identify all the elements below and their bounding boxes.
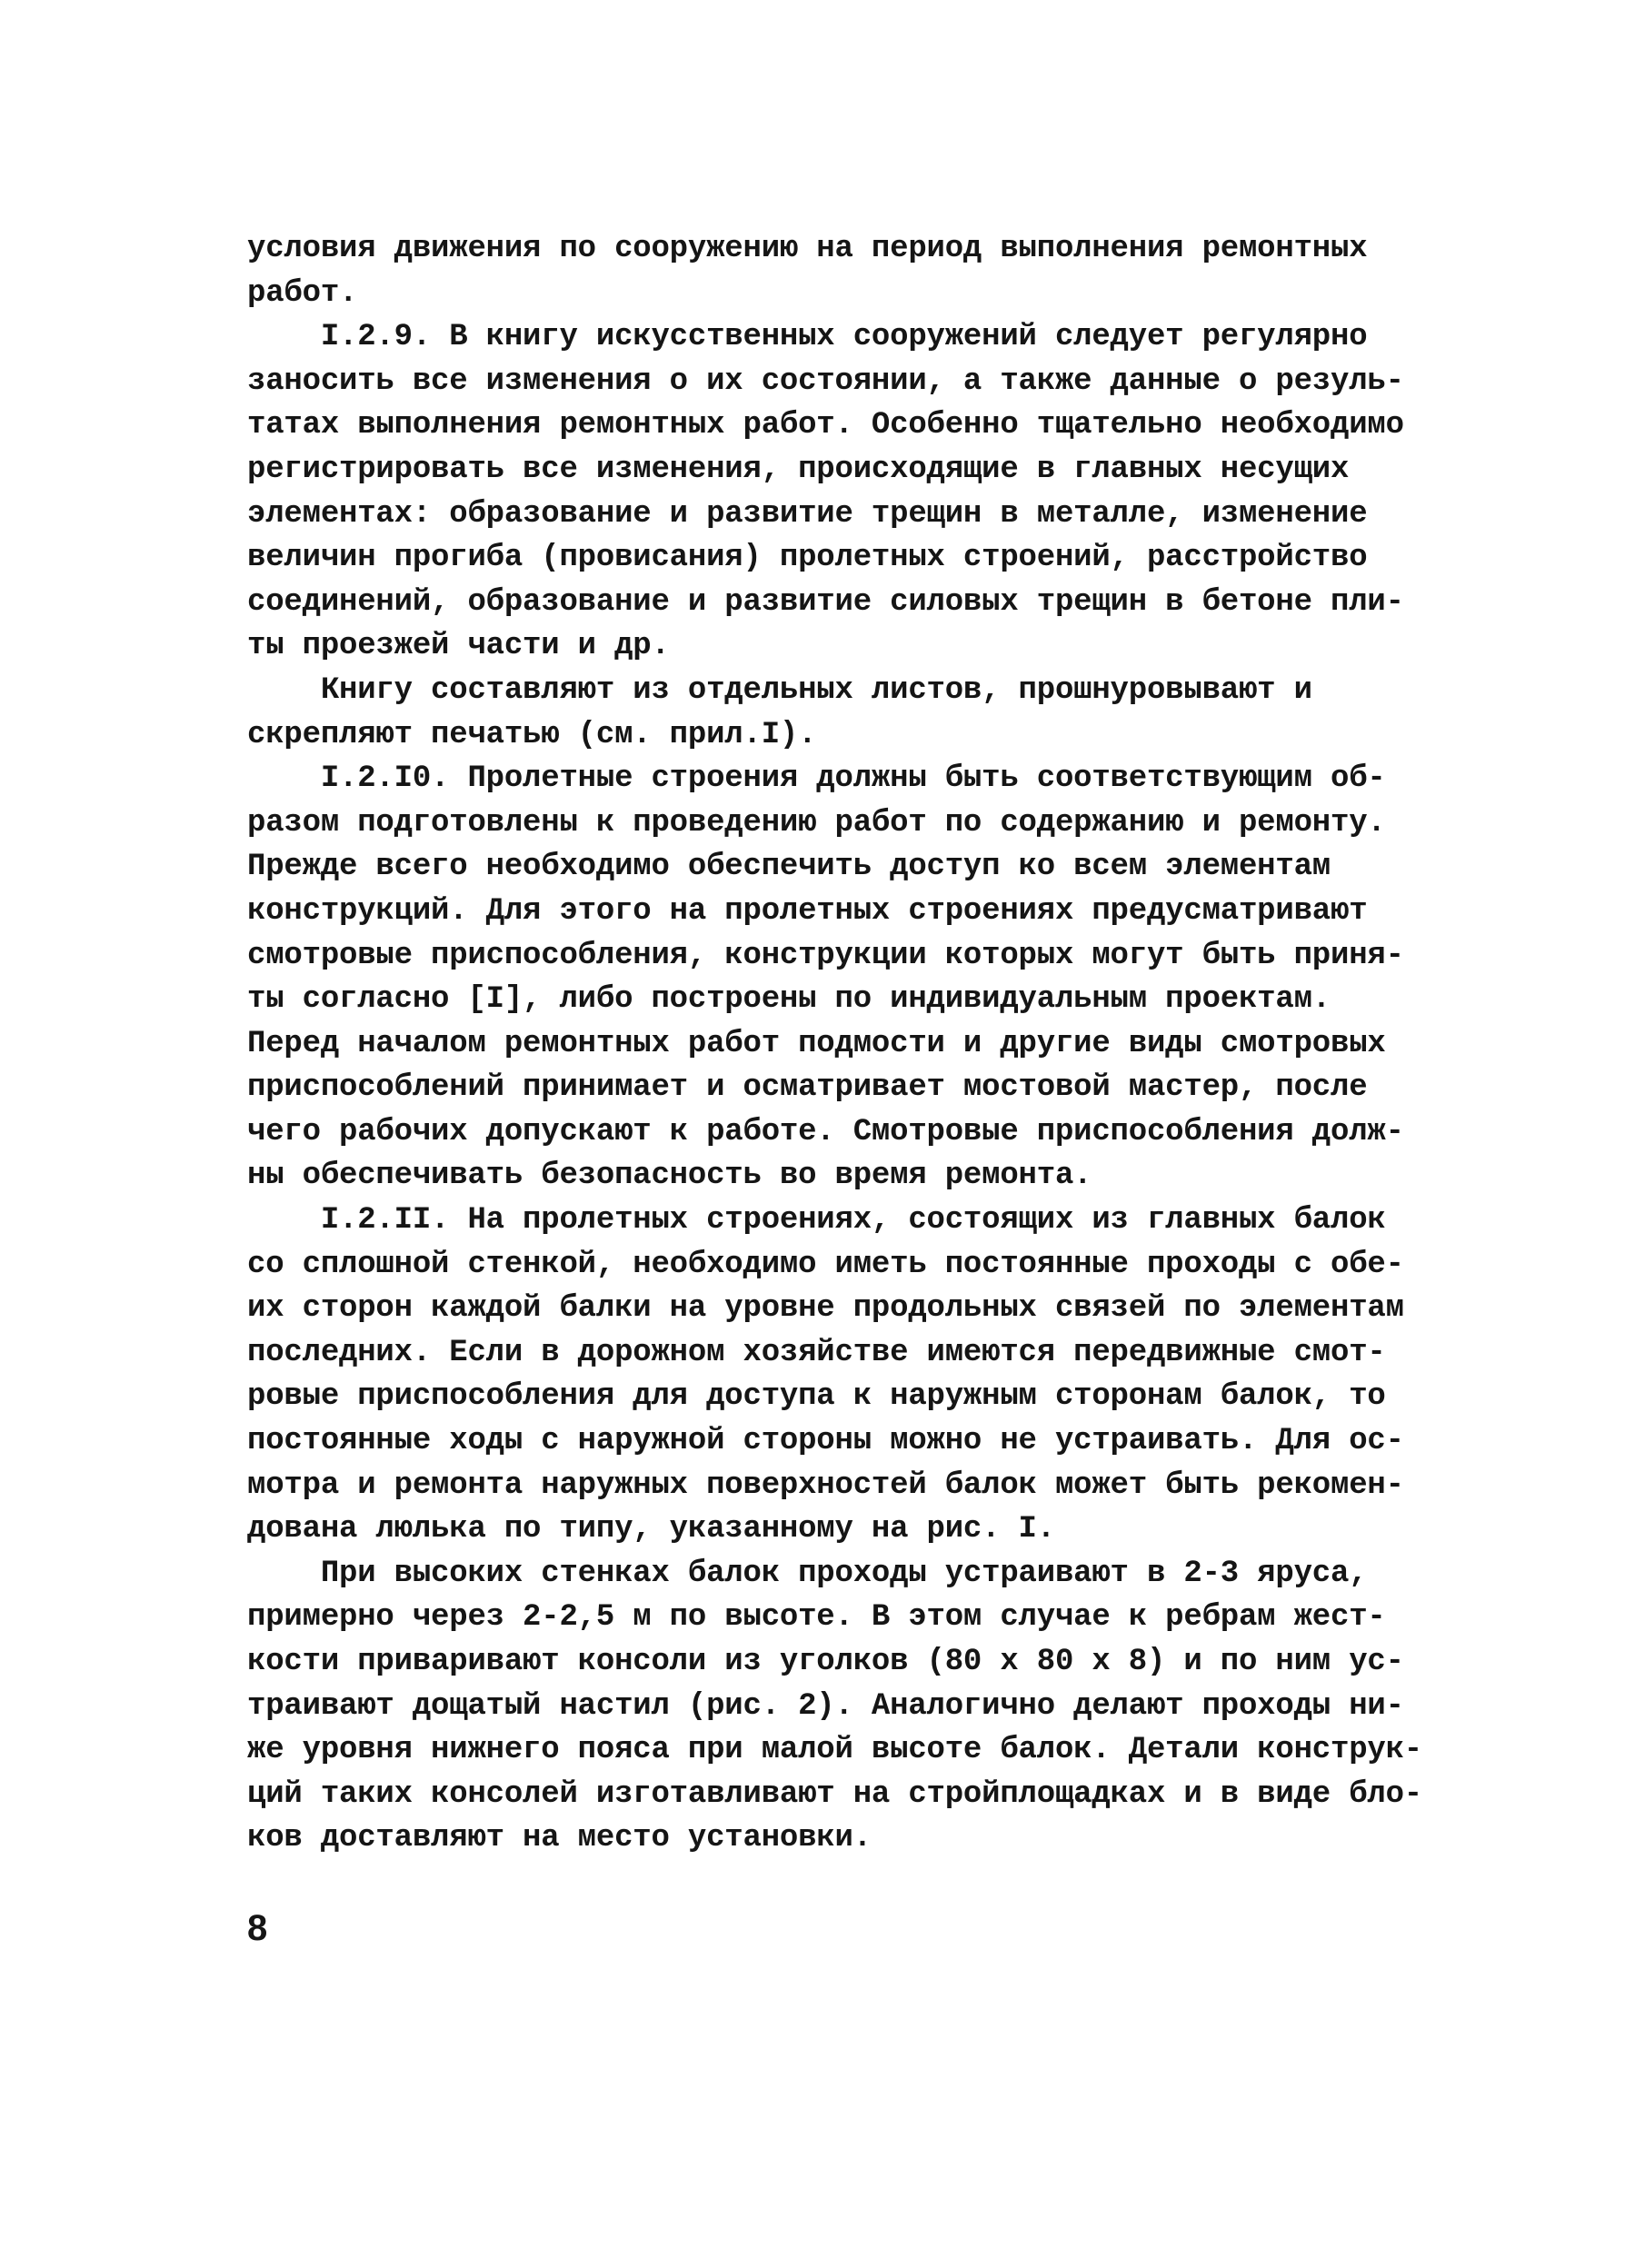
text-line: соединений, образование и развитие силовых трещин в бетоне пли- xyxy=(247,584,1404,620)
text-line: ков доставляют на место установки. xyxy=(247,1821,872,1856)
text-line: примерно через 2-2,5 м по высоте. В этом случае к ребрам жест- xyxy=(247,1600,1386,1636)
text-line: I.2.9. В книгу искусственных сооружений следует регулярно xyxy=(247,320,1368,355)
text-line: скрепляют печатью (см. прил.I). xyxy=(247,717,817,752)
text-line: ровые приспособления для доступа к наружным сторонам балок, то xyxy=(247,1379,1386,1415)
text-line: I.2.I0. Пролетные строения должны быть соответствующим об- xyxy=(247,761,1386,797)
text-line: со сплошной стенкой, необходимо иметь постоянные проходы с обе- xyxy=(247,1247,1404,1282)
text-line: При высоких стенках балок проходы устраивают в 2-3 яруса, xyxy=(247,1556,1368,1591)
paragraph xyxy=(247,227,1411,315)
text-line: I.2.II. На пролетных строениях, состоящих из главных балок xyxy=(247,1203,1386,1238)
paragraph xyxy=(247,1199,1411,1552)
text-line: их сторон каждой балки на уровне продольных связей по элементам xyxy=(247,1291,1404,1327)
text-line: татах выполнения ремонтных работ. Особенно тщательно необходимо xyxy=(247,408,1404,443)
paragraph xyxy=(247,1552,1423,1861)
paragraph xyxy=(247,757,1411,1199)
text-line: ны обеспечивать безопасность во время ремонта. xyxy=(247,1159,1092,1194)
text-line: Прежде всего необходимо обеспечить доступ ко всем элементам xyxy=(247,850,1331,885)
text-line: ты согласно [I], либо построены по индивидуальным проектам. xyxy=(247,982,1331,1018)
text-line: кости приваривают консоли из уголков (80 х 80 х 8) и по ним ус- xyxy=(247,1645,1404,1679)
text-line: конструкций. Для этого на пролетных строениях предусматривают xyxy=(247,893,1368,929)
text-line: мотра и ремонта наружных поверхностей балок может быть рекомен- xyxy=(247,1467,1404,1503)
paragraph xyxy=(247,669,1411,757)
text-line: постоянные ходы с наружной стороны можно не устраивать. Для ос- xyxy=(247,1424,1404,1459)
text-line: Перед началом ремонтных работ подмости и другие виды смотровых xyxy=(247,1026,1386,1061)
text-line: смотровые приспособления, конструкции которых могут быть приня- xyxy=(247,938,1404,973)
text-line: величин прогиба (провисания) пролетных строений, расстройство xyxy=(247,541,1368,576)
text-line: элементах: образование и развитие трещин в металле, изменение xyxy=(247,496,1368,532)
text-line: Книгу составляют из отдельных листов, прошнуровывают и xyxy=(247,672,1312,708)
text-line: ций таких консолей изготавливают на стройплощадках и в виде бло- xyxy=(247,1776,1423,1812)
text-line: условия движения по сооружению на период выполнения ремонтных xyxy=(247,232,1368,266)
text-line: приспособлений принимает и осматривает мостовой мастер, после xyxy=(247,1070,1368,1106)
text-line: ты проезжей части и др. xyxy=(247,629,670,664)
text-line: же уровня нижнего пояса при малой высоте балок. Детали конструк- xyxy=(247,1733,1423,1768)
text-line: разом подготовлены к проведению работ по содержанию и ремонту. xyxy=(247,805,1386,841)
text-line: дована люлька по типу, указанному на рис. I. xyxy=(247,1512,1055,1547)
body-text xyxy=(247,227,1423,1861)
text-line: траивают дощатый настил (рис. 2). Аналогично делают проходы ни- xyxy=(247,1688,1404,1724)
text-line: заносить все изменения о их состоянии, а также данные о резуль- xyxy=(247,363,1404,399)
text-line: работ. xyxy=(247,275,358,311)
text-line: последних. Если в дорожном хозяйстве имеются передвижные смот- xyxy=(247,1335,1386,1370)
text-line: чего рабочих допускают к работе. Смотровые приспособления долж- xyxy=(247,1114,1404,1149)
page-number: 8 xyxy=(247,1908,268,1948)
text-line: регистрировать все изменения, происходящие в главных несущих xyxy=(247,452,1350,487)
paragraph xyxy=(247,315,1411,669)
